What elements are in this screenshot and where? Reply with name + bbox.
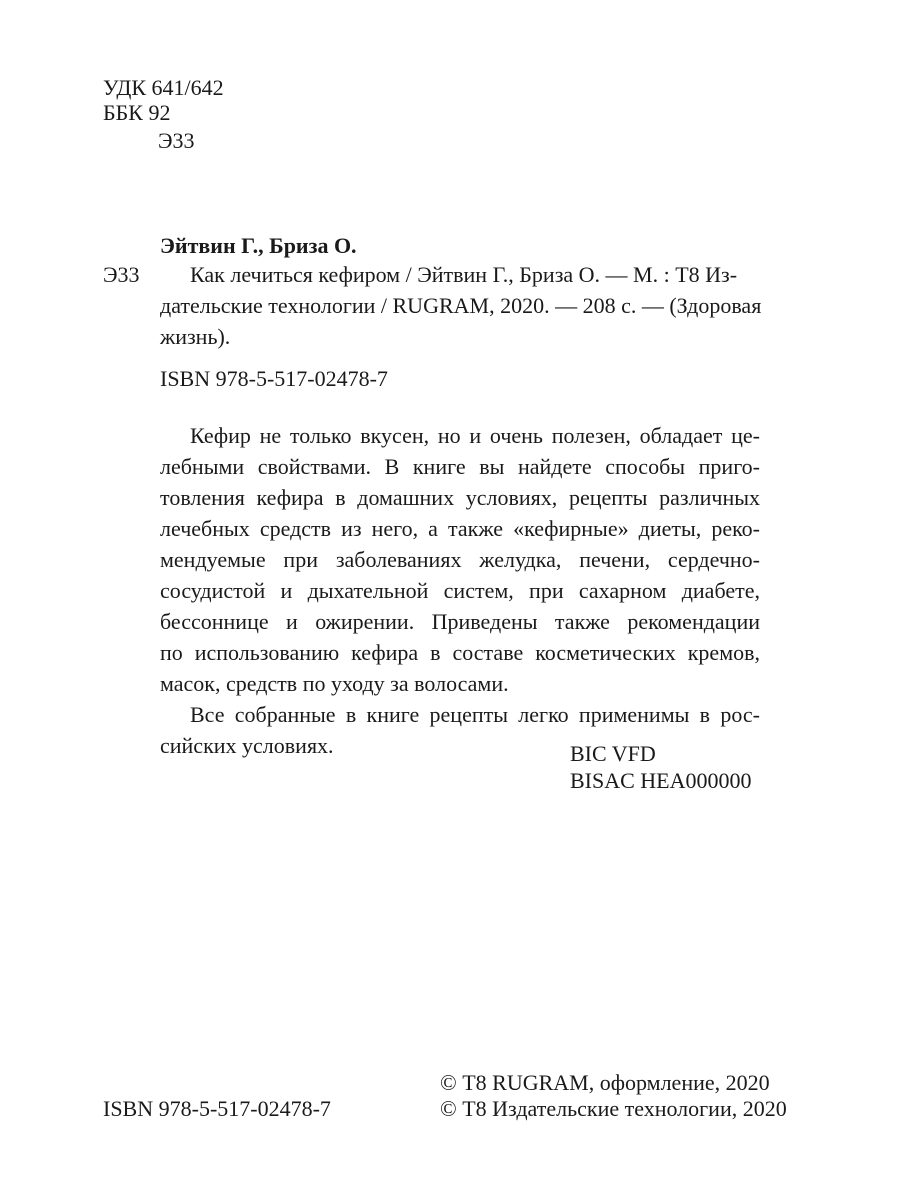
udk-code: УДК 641/642 bbox=[103, 75, 224, 100]
annotation-line: масок, средств по уходу за волосами. bbox=[160, 671, 509, 696]
annotation-line: Кефир не только вкусен, но и очень полезен, обладает це- bbox=[190, 423, 760, 448]
biblio-line: жизнь). bbox=[160, 324, 231, 349]
annotation-line: мендуемые при заболеваниях желудка, печени, сердечно- bbox=[160, 547, 760, 572]
author-heading: Эйтвин Г., Бриза О. bbox=[160, 233, 357, 258]
annotation-line: Все собранные в книге рецепты легко применимы в рос- bbox=[190, 702, 760, 727]
bic-code: BIC VFD bbox=[570, 741, 656, 766]
bibliographic-description bbox=[160, 259, 760, 352]
biblio-line: Как лечиться кефиром / Эйтвин Г., Бриза О. — М. : Т8 Из- bbox=[190, 262, 738, 287]
isbn-footer: ISBN 978-5-517-02478-7 bbox=[103, 1096, 331, 1121]
annotation-line: товления кефира в домашних условиях, рецепты различных bbox=[160, 485, 760, 510]
author-mark: Э33 bbox=[158, 128, 195, 153]
copyright-publisher: © Т8 Издательские технологии, 2020 bbox=[440, 1096, 787, 1121]
copyright-design: © Т8 RUGRAM, оформление, 2020 bbox=[440, 1070, 770, 1095]
annotation-line: лечебных средств из него, а также «кефирные» диеты, реко- bbox=[160, 516, 760, 541]
author-mark-left: Э33 bbox=[103, 262, 140, 287]
bbk-code: ББК 92 bbox=[103, 100, 171, 125]
annotation bbox=[160, 420, 760, 761]
annotation-line: сосудистой и дыхательной систем, при сахарном диабете, bbox=[160, 578, 760, 603]
annotation-line: сийских условиях. bbox=[160, 733, 334, 758]
annotation-line: по использованию кефира в составе косметических кремов, bbox=[160, 640, 760, 665]
biblio-line: дательские технологии / RUGRAM, 2020. — 208 с. — (Здоровая bbox=[160, 293, 762, 318]
annotation-line: бессоннице и ожирении. Приведены также рекомендации bbox=[160, 609, 760, 634]
isbn: ISBN 978-5-517-02478-7 bbox=[160, 366, 388, 391]
bisac-code: BISAC HEA000000 bbox=[570, 768, 752, 793]
annotation-line: лебными свойствами. В книге вы найдете способы приго- bbox=[160, 454, 760, 479]
